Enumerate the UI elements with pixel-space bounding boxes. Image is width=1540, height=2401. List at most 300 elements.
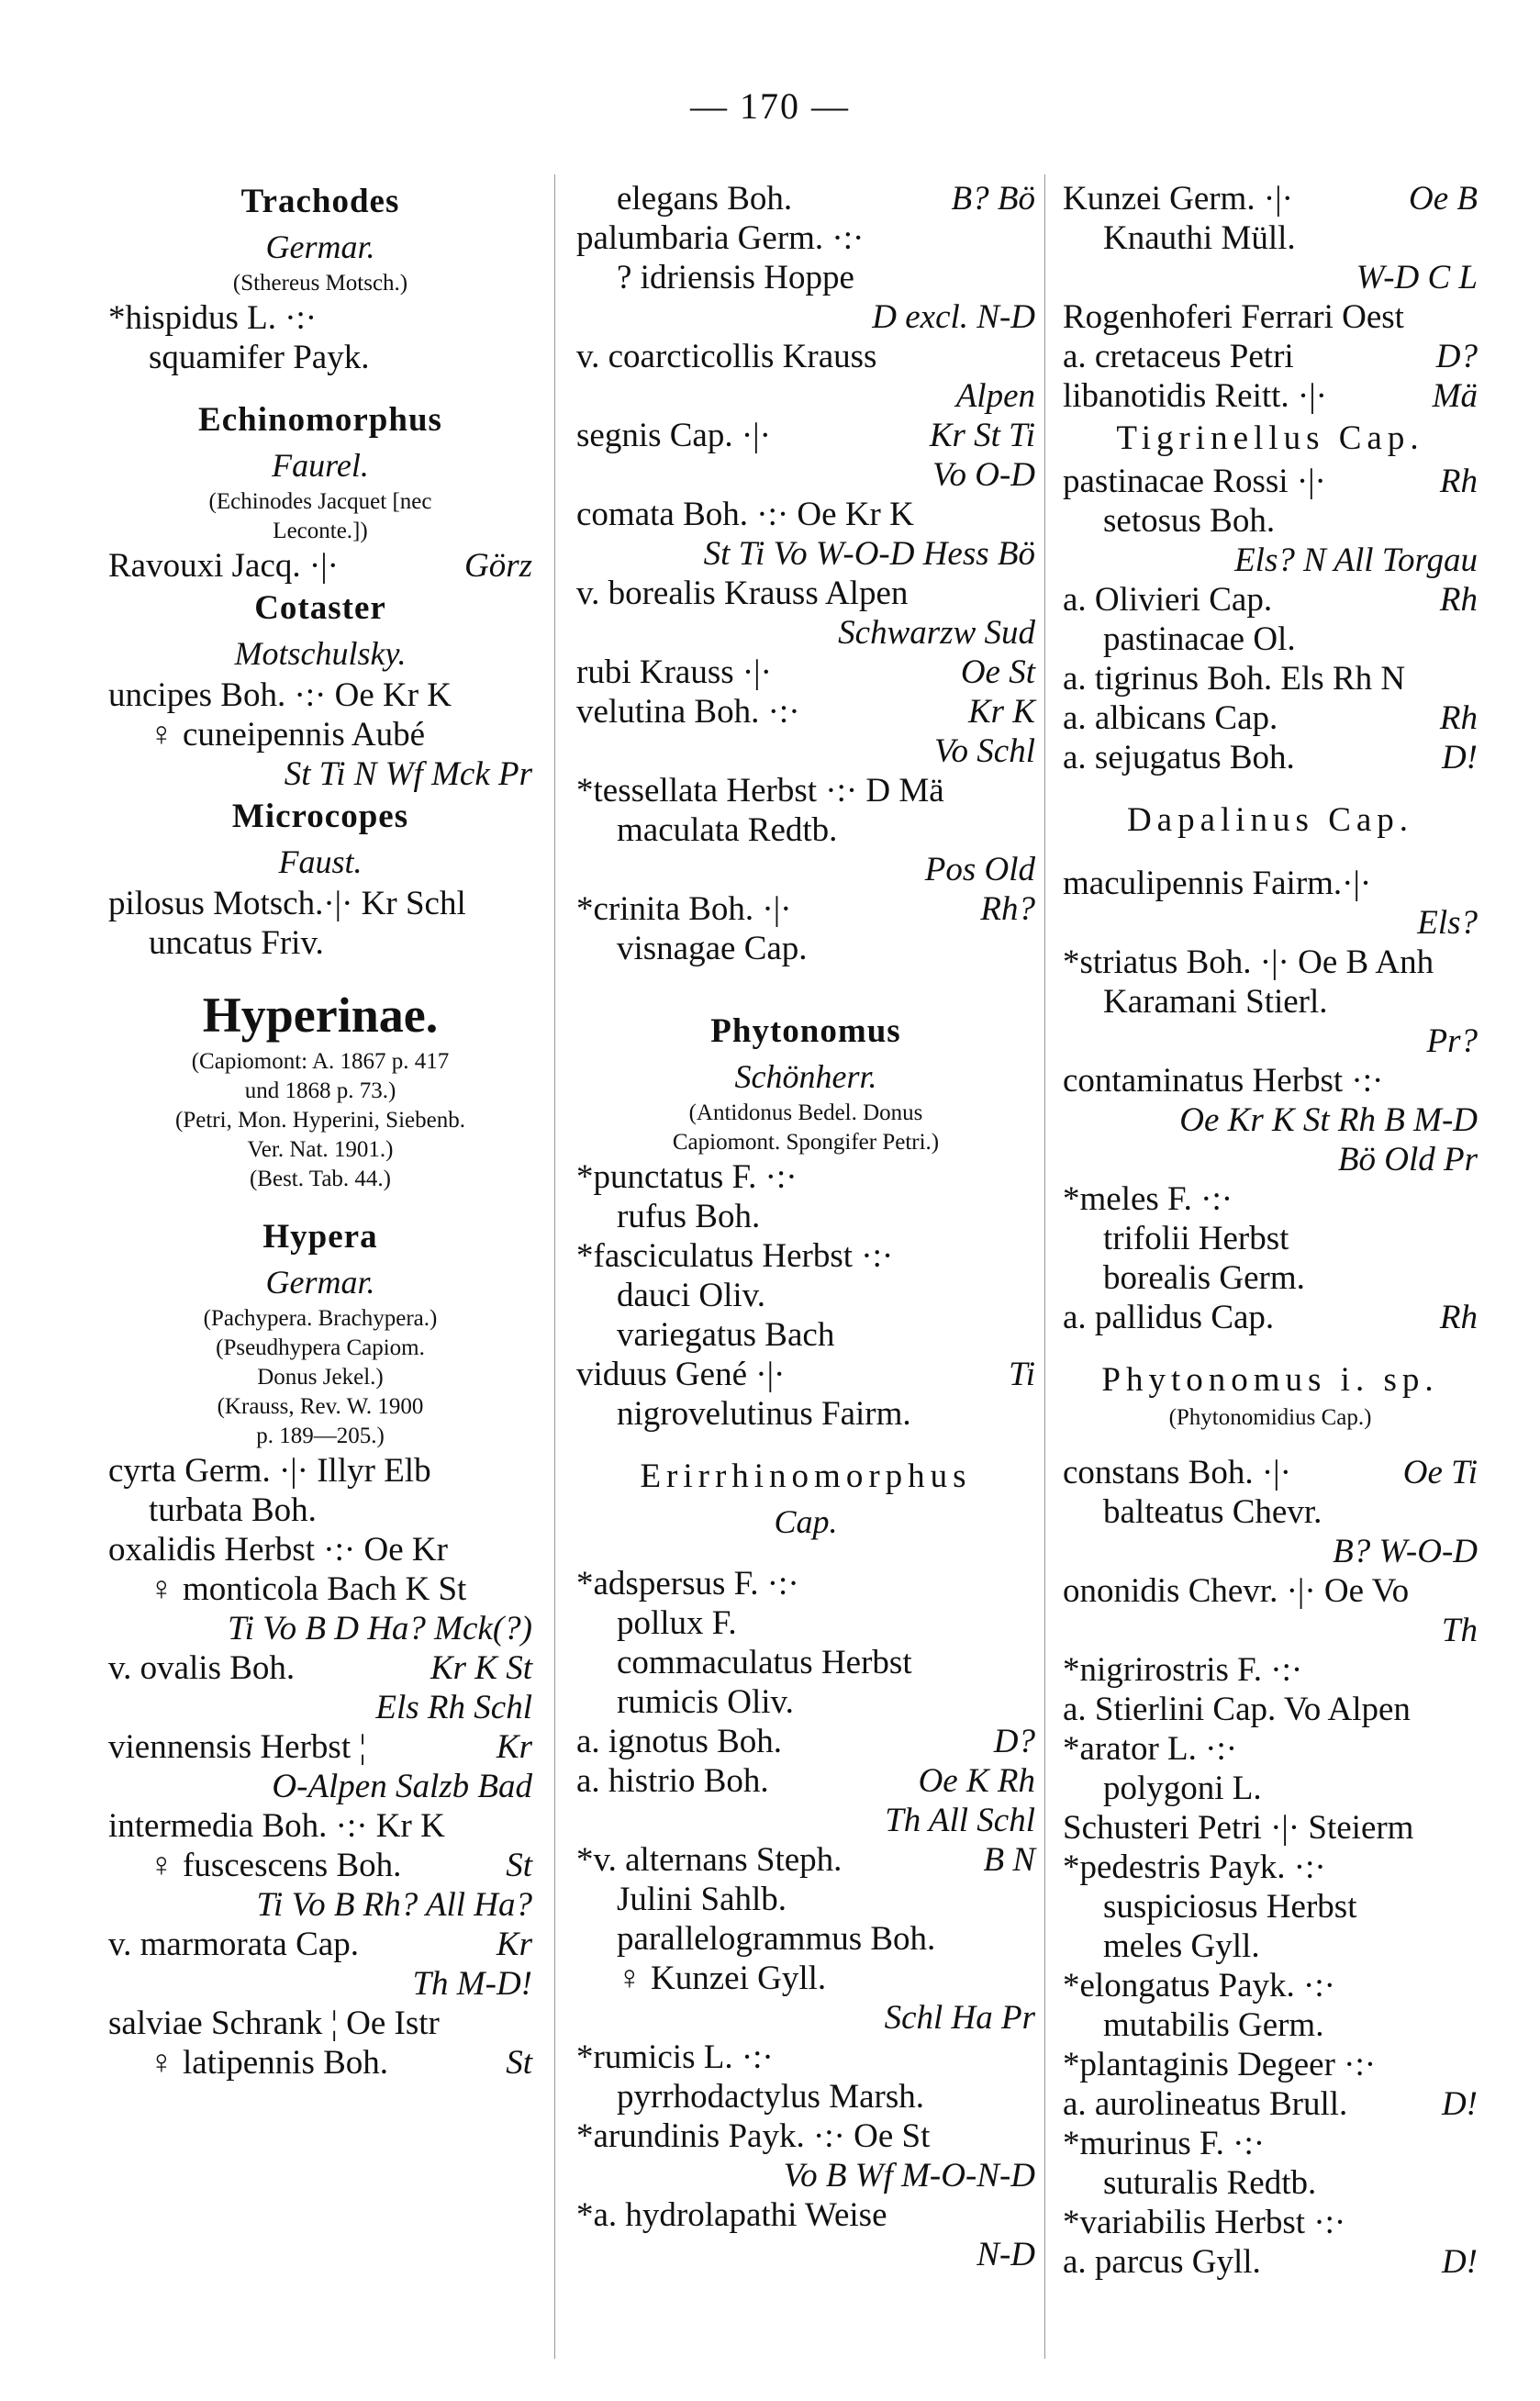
- line-text: Ti Vo B D Ha? Mck(?): [228, 1610, 532, 1647]
- species-entry: [1063, 1966, 1478, 2005]
- line-text: polygoni L.: [1103, 1770, 1262, 1807]
- line-text: *pedestris Payk. ·:·: [1063, 1848, 1326, 1886]
- line-text: pollux F.: [617, 1604, 737, 1642]
- species-entry: [1063, 1848, 1478, 1887]
- synonym-entry: [1063, 1219, 1478, 1258]
- species-entry: [108, 1806, 532, 1846]
- species-entry: [1063, 698, 1478, 738]
- species-entry: [576, 2116, 1035, 2156]
- species-entry: [1063, 1571, 1478, 1611]
- line-text: Echinomorphus: [198, 401, 442, 439]
- line-text: Vo Schl: [934, 732, 1035, 770]
- line-text: Germar.: [265, 229, 375, 265]
- species-entry: [576, 889, 1035, 929]
- line-text: Th M-D!: [412, 1965, 532, 2003]
- line-text: *hispidus L. ·:·: [108, 299, 318, 337]
- synonym-entry: [576, 1880, 1035, 1919]
- synonym-note: [108, 1304, 532, 1334]
- line-text: Pos Old: [924, 851, 1035, 888]
- line-text: Erirrhinomorphus: [640, 1457, 972, 1495]
- line-text: a. sejugatus Boh.: [1063, 739, 1295, 776]
- line-text: Pr?: [1426, 1022, 1478, 1060]
- line-text: commaculatus Herbst: [617, 1644, 912, 1681]
- species-entry: [576, 653, 1035, 692]
- line-text: Cotaster: [254, 589, 386, 627]
- locality-text: Görz: [463, 547, 532, 585]
- line-text: Alpen: [955, 377, 1035, 415]
- species-entry: [1063, 1298, 1478, 1337]
- synonym-entry: [576, 258, 1035, 297]
- line-text: v. coarcticollis Krauss: [576, 338, 877, 375]
- synonym-entry: [576, 929, 1035, 968]
- line-text: Ti Vo B Rh? All Ha?: [256, 1886, 532, 1924]
- synonym-note: [108, 269, 532, 298]
- column-divider: [1044, 174, 1045, 2359]
- line-text: Hypera: [262, 1218, 378, 1256]
- line-text: *murinus F. ·:·: [1063, 2125, 1266, 2162]
- species-entry: [108, 676, 532, 715]
- species-entry: [1063, 1179, 1478, 1219]
- distribution-line: [576, 376, 1035, 416]
- synonym-note: [108, 487, 532, 517]
- spacer: [1063, 777, 1478, 798]
- line-text: Schwarzw Sud: [838, 614, 1035, 652]
- locality-text: D!: [1441, 2243, 1478, 2281]
- species-entry: [576, 574, 1035, 613]
- distribution-line: [576, 1998, 1035, 2038]
- line-text: *v. alternans Steph.: [576, 1841, 843, 1879]
- spacer: [1063, 1337, 1478, 1357]
- synonym-entry: [108, 1846, 532, 1885]
- line-text: Tigrinellus Cap.: [1116, 419, 1424, 457]
- line-text: Schl Ha Pr: [884, 1999, 1035, 2037]
- line-text: a. cretaceus Petri: [1063, 338, 1294, 375]
- genus-heading: [1063, 1357, 1478, 1403]
- distribution-line: [1063, 258, 1478, 297]
- synonym-entry: [576, 1603, 1035, 1643]
- line-text: pastinacae Rossi ·|·: [1063, 463, 1326, 500]
- line-text: Kunzei Germ. ·|·: [1063, 180, 1293, 218]
- line-text: viennensis Herbst ¦: [108, 1728, 366, 1766]
- page-number: — 170 —: [690, 85, 850, 127]
- species-entry: [1063, 2124, 1478, 2163]
- locality-text: B? Bö: [951, 180, 1035, 218]
- locality-text: Rh: [1439, 699, 1478, 737]
- locality-text: Ti: [1009, 1356, 1035, 1393]
- line-text: Schönherr.: [734, 1058, 877, 1095]
- distribution-line: [1063, 1532, 1478, 1571]
- column-middle: [576, 179, 1035, 2274]
- locality-text: St: [506, 1847, 532, 1884]
- line-text: dauci Oliv.: [617, 1277, 766, 1314]
- line-text: ononidis Chevr. ·|· Oe Vo: [1063, 1572, 1410, 1610]
- distribution-line: [1063, 1611, 1478, 1650]
- synonym-entry: [1063, 1492, 1478, 1532]
- genus-heading: [576, 1454, 1035, 1500]
- species-entry: [108, 298, 532, 338]
- line-text: Th All Schl: [885, 1802, 1035, 1839]
- locality-text: Oe K Rh: [918, 1762, 1035, 1800]
- line-text: Oe Kr K St Rh B M-D: [1179, 1101, 1478, 1139]
- locality-text: Kr K St: [430, 1649, 532, 1687]
- line-text: St Ti Vo W-O-D Hess Bö: [703, 535, 1035, 573]
- synonym-note: [108, 1047, 532, 1077]
- species-entry: [576, 218, 1035, 258]
- line-text: Bö Old Pr: [1337, 1141, 1478, 1178]
- distribution-line: [576, 297, 1035, 337]
- synonym-entry: [1063, 1769, 1478, 1808]
- line-text: *arator L. ·:·: [1063, 1730, 1238, 1768]
- line-text: ♀ Kunzei Gyll.: [617, 1960, 827, 1997]
- line-text: Vo O-D: [932, 456, 1035, 494]
- line-text: uncatus Friv.: [149, 924, 324, 962]
- line-text: Faurel.: [272, 447, 369, 484]
- line-text: Els? N All Torgau: [1234, 542, 1478, 579]
- synonym-note: [1063, 1403, 1478, 1433]
- line-text: turbata Boh.: [149, 1491, 317, 1529]
- line-text: (Best. Tab. 44.): [249, 1167, 392, 1191]
- species-entry: [108, 1925, 532, 1964]
- distribution-line: [108, 754, 532, 794]
- species-entry: [576, 1355, 1035, 1394]
- line-text: *elongatus Payk. ·:·: [1063, 1967, 1335, 2005]
- species-entry: [1063, 1729, 1478, 1769]
- line-text: comata Boh. ·:· Oe Kr K: [576, 496, 914, 533]
- line-text: elegans Boh.: [617, 180, 793, 218]
- line-text: Schusteri Petri ·|· Steierm: [1063, 1809, 1414, 1847]
- line-text: (Echinodes Jacquet [nec: [208, 489, 432, 514]
- synonym-note: [108, 1135, 532, 1165]
- locality-text: Kr St Ti: [929, 417, 1035, 454]
- line-text: Capiomont. Spongifer Petri.): [672, 1130, 940, 1155]
- synonym-entry: [108, 1491, 532, 1530]
- species-entry: [1063, 462, 1478, 501]
- locality-text: D?: [993, 1723, 1035, 1760]
- synonym-note: [108, 1077, 532, 1106]
- synonym-entry: [108, 338, 532, 377]
- line-text: viduus Gené ·|·: [576, 1356, 786, 1393]
- line-text: Microcopes: [231, 798, 409, 835]
- line-text: *adspersus F. ·:·: [576, 1565, 799, 1603]
- line-text: rufus Boh.: [617, 1198, 761, 1235]
- species-entry: [1063, 864, 1478, 903]
- species-entry: [576, 495, 1035, 534]
- line-text: Knauthi Müll.: [1103, 219, 1296, 257]
- species-entry: [576, 1157, 1035, 1197]
- line-text: (Capiomont: A. 1867 p. 417: [191, 1049, 450, 1074]
- line-text: maculata Redtb.: [617, 811, 838, 849]
- species-entry: [1063, 2045, 1478, 2084]
- species-entry: [1063, 2242, 1478, 2282]
- line-text: Rogenhoferi Ferrari Oest: [1063, 298, 1404, 336]
- synonym-entry: [1063, 1887, 1478, 1926]
- synonym-entry: [108, 715, 532, 754]
- genus-heading: [1063, 798, 1478, 843]
- line-text: B? W-O-D: [1333, 1533, 1478, 1570]
- line-text: Hyperinae.: [202, 988, 439, 1043]
- line-text: nigrovelutinus Fairm.: [617, 1395, 911, 1433]
- line-text: rumicis Oliv.: [617, 1683, 794, 1721]
- line-text: borealis Germ.: [1103, 1259, 1305, 1297]
- synonym-entry: [1063, 1926, 1478, 1966]
- line-text: St Ti N Wf Mck Pr: [284, 755, 532, 793]
- synonym-entry: [576, 1959, 1035, 1998]
- synonym-entry: [1063, 620, 1478, 659]
- distribution-line: [1063, 903, 1478, 943]
- locality-text: Rh?: [980, 890, 1035, 928]
- locality-text: Rh: [1439, 581, 1478, 619]
- synonym-entry: [1063, 1258, 1478, 1298]
- genus-heading: [108, 397, 532, 443]
- distribution-line: [576, 1801, 1035, 1840]
- species-entry: [1063, 1453, 1478, 1492]
- line-text: ♀ cuneipennis Aubé: [149, 716, 426, 754]
- column-left: [108, 179, 532, 2083]
- locality-text: B N: [983, 1841, 1035, 1879]
- species-entry: [576, 2195, 1035, 2235]
- line-text: pilosus Motsch.·|· Kr Schl: [108, 885, 466, 922]
- spacer: [108, 1194, 532, 1214]
- line-text: Trachodes: [240, 183, 400, 220]
- species-entry: [576, 1722, 1035, 1761]
- line-text: ♀ monticola Bach K St: [149, 1570, 467, 1608]
- genus-heading: [108, 1214, 532, 1260]
- line-text: (Sthereus Motsch.): [232, 271, 408, 296]
- distribution-line: [1063, 1100, 1478, 1140]
- synonym-entry: [108, 2043, 532, 2083]
- author-line: [108, 631, 532, 676]
- spacer: [1063, 1433, 1478, 1453]
- distribution-line: [576, 534, 1035, 574]
- line-text: a. Olivieri Cap.: [1063, 581, 1273, 619]
- locality-text: Kr K: [967, 693, 1035, 731]
- synonym-entry: [576, 1276, 1035, 1315]
- species-entry: [1063, 2084, 1478, 2124]
- line-text: a. aurolineatus Brull.: [1063, 2085, 1348, 2123]
- line-text: setosus Boh.: [1103, 502, 1276, 540]
- species-entry: [108, 1648, 532, 1688]
- species-entry: [576, 1564, 1035, 1603]
- line-text: Els Rh Schl: [375, 1689, 532, 1726]
- line-text: balteatus Chevr.: [1103, 1493, 1322, 1531]
- line-text: *arundinis Payk. ·:· Oe St: [576, 2117, 931, 2155]
- species-entry: [1063, 738, 1478, 777]
- line-text: segnis Cap. ·|·: [576, 417, 771, 454]
- synonym-entry: [576, 810, 1035, 850]
- species-entry: [1063, 179, 1478, 218]
- species-entry: [1063, 297, 1478, 337]
- species-entry: [108, 1727, 532, 1767]
- line-text: Karamani Stierl.: [1103, 983, 1328, 1021]
- species-entry: [576, 1761, 1035, 1801]
- line-text: *striatus Boh. ·|· Oe B Anh: [1063, 944, 1434, 981]
- species-entry: [576, 1840, 1035, 1880]
- author-line: [576, 1500, 1035, 1544]
- spacer: [576, 1434, 1035, 1454]
- species-entry: [108, 884, 532, 923]
- locality-text: Rh: [1439, 463, 1478, 500]
- line-text: (Phytonomidius Cap.): [1168, 1405, 1372, 1430]
- line-text: suturalis Redtb.: [1103, 2164, 1317, 2202]
- synonym-note: [108, 517, 532, 546]
- synonym-entry: [576, 1919, 1035, 1959]
- line-text: Els?: [1417, 904, 1478, 942]
- line-text: a. histrio Boh.: [576, 1762, 769, 1800]
- line-text: variegatus Bach: [617, 1316, 835, 1354]
- line-text: a. Stierlini Cap. Vo Alpen: [1063, 1691, 1411, 1728]
- synonym-entry: [576, 179, 1035, 218]
- column-right: [1063, 179, 1478, 2282]
- line-text: maculipennis Fairm.·|·: [1063, 865, 1372, 902]
- line-text: (Krauss, Rev. W. 1900: [217, 1394, 424, 1419]
- species-entry: [576, 416, 1035, 455]
- distribution-line: [1063, 541, 1478, 580]
- synonym-entry: [1063, 2163, 1478, 2203]
- species-entry: [1063, 580, 1478, 620]
- synonym-entry: [1063, 218, 1478, 258]
- line-text: ? idriensis Hoppe: [617, 259, 854, 296]
- line-text: Ver. Nat. 1901.): [247, 1137, 394, 1162]
- line-text: Germar.: [265, 1264, 375, 1301]
- line-text: libanotidis Reitt. ·|·: [1063, 377, 1327, 415]
- distribution-line: [108, 1609, 532, 1648]
- line-text: D excl. N-D: [872, 298, 1035, 336]
- species-entry: [108, 2004, 532, 2043]
- distribution-line: [108, 1885, 532, 1925]
- synonym-note: [108, 1165, 532, 1194]
- locality-text: D!: [1441, 739, 1478, 776]
- genus-heading: [108, 794, 532, 840]
- line-text: Julini Sahlb.: [617, 1881, 787, 1918]
- column-divider: [554, 174, 555, 2359]
- line-text: Phytonomus i. sp.: [1101, 1361, 1439, 1399]
- synonym-entry: [1063, 982, 1478, 1022]
- species-entry: [1063, 2203, 1478, 2242]
- line-text: (Petri, Mon. Hyperini, Siebenb.: [175, 1108, 465, 1133]
- locality-text: Rh: [1439, 1299, 1478, 1336]
- spacer: [108, 377, 532, 397]
- spacer: [576, 988, 1035, 1009]
- synonym-entry: [576, 1643, 1035, 1682]
- line-text: visnagae Cap.: [617, 930, 808, 967]
- species-entry: [1063, 659, 1478, 698]
- species-entry: [1063, 337, 1478, 376]
- genus-heading: [576, 1009, 1035, 1055]
- species-entry: [1063, 1690, 1478, 1729]
- line-text: pyrrhodactylus Marsh.: [617, 2078, 924, 2116]
- distribution-line: [108, 1767, 532, 1806]
- locality-text: D?: [1435, 338, 1478, 375]
- synonym-entry: [576, 1197, 1035, 1236]
- line-text: suspiciosus Herbst: [1103, 1888, 1357, 1926]
- synonym-note: [108, 1363, 532, 1392]
- species-entry: [576, 2038, 1035, 2077]
- line-text: *nigrirostris F. ·:·: [1063, 1651, 1303, 1689]
- line-text: intermedia Boh. ·:· Kr K: [108, 1807, 445, 1845]
- line-text: (Pseudhypera Capiom.: [216, 1335, 425, 1360]
- line-text: *fasciculatus Herbst ·:·: [576, 1237, 894, 1275]
- distribution-line: [576, 613, 1035, 653]
- species-entry: [108, 546, 532, 586]
- line-text: Motschulsky.: [234, 635, 407, 672]
- line-text: Ravouxi Jacq. ·|·: [108, 547, 339, 585]
- line-text: parallelogrammus Boh.: [617, 1920, 936, 1958]
- species-entry: [1063, 1808, 1478, 1848]
- distribution-line: [1063, 1022, 1478, 1061]
- line-text: constans Boh. ·|·: [1063, 1454, 1291, 1491]
- line-text: (Pachypera. Brachypera.): [203, 1306, 438, 1331]
- author-line: [108, 443, 532, 487]
- line-text: v. marmorata Cap.: [108, 1926, 359, 1963]
- author-line: [576, 1055, 1035, 1099]
- distribution-line: [576, 2235, 1035, 2274]
- line-text: v. ovalis Boh.: [108, 1649, 296, 1687]
- line-text: *rumicis L. ·:·: [576, 2038, 774, 2076]
- line-text: *meles F. ·:·: [1063, 1180, 1233, 1218]
- author-line: [108, 225, 532, 269]
- distribution-line: [576, 455, 1035, 495]
- distribution-line: [108, 1964, 532, 2004]
- line-text: (Antidonus Bedel. Donus: [688, 1100, 923, 1125]
- line-text: ♀ fuscescens Boh.: [149, 1847, 402, 1884]
- author-line: [108, 840, 532, 884]
- distribution-line: [108, 1688, 532, 1727]
- species-entry: [576, 692, 1035, 731]
- line-text: *a. hydrolapathi Weise: [576, 2196, 887, 2234]
- spacer: [576, 968, 1035, 988]
- species-entry: [1063, 376, 1478, 416]
- locality-text: Kr: [496, 1728, 532, 1766]
- line-text: a. tigrinus Boh. Els Rh N: [1063, 660, 1406, 698]
- line-text: mutabilis Germ.: [1103, 2006, 1324, 2044]
- synonym-entry: [1063, 2005, 1478, 2045]
- line-text: Dapalinus Cap.: [1126, 801, 1414, 839]
- synonym-entry: [576, 1682, 1035, 1722]
- species-entry: [1063, 943, 1478, 982]
- line-text: und 1868 p. 73.): [244, 1078, 396, 1103]
- line-text: *crinita Boh. ·|·: [576, 890, 792, 928]
- line-text: O-Alpen Salzb Bad: [272, 1768, 532, 1805]
- synonym-note: [108, 1392, 532, 1422]
- line-text: pastinacae Ol.: [1103, 620, 1296, 658]
- line-text: Leconte.]): [273, 519, 368, 543]
- line-text: *tessellata Herbst ·:· D Mä: [576, 772, 944, 810]
- species-entry: [1063, 1061, 1478, 1100]
- locality-text: D!: [1441, 2085, 1478, 2123]
- spacer: [576, 1544, 1035, 1564]
- line-text: a. pallidus Cap.: [1063, 1299, 1275, 1336]
- line-text: *punctatus F. ·:·: [576, 1158, 798, 1196]
- synonym-note: [108, 1106, 532, 1135]
- line-text: Phytonomus: [710, 1012, 901, 1050]
- species-entry: [576, 771, 1035, 810]
- synonym-note: [576, 1099, 1035, 1128]
- locality-text: Mä: [1432, 377, 1478, 415]
- species-entry: [1063, 1650, 1478, 1690]
- line-text: meles Gyll.: [1103, 1927, 1260, 1965]
- line-text: W-D C L: [1356, 259, 1478, 296]
- line-text: rubi Krauss ·|·: [576, 653, 772, 691]
- line-text: Faust.: [278, 843, 363, 880]
- subfamily-heading: [108, 983, 532, 1047]
- synonym-note: [108, 1422, 532, 1451]
- author-line: [108, 1260, 532, 1304]
- synonym-note: [576, 1128, 1035, 1157]
- distribution-line: [1063, 1140, 1478, 1179]
- line-text: velutina Boh. ·:·: [576, 693, 800, 731]
- line-text: Vo B Wf M-O-N-D: [783, 2157, 1035, 2194]
- locality-text: Oe St: [960, 653, 1035, 691]
